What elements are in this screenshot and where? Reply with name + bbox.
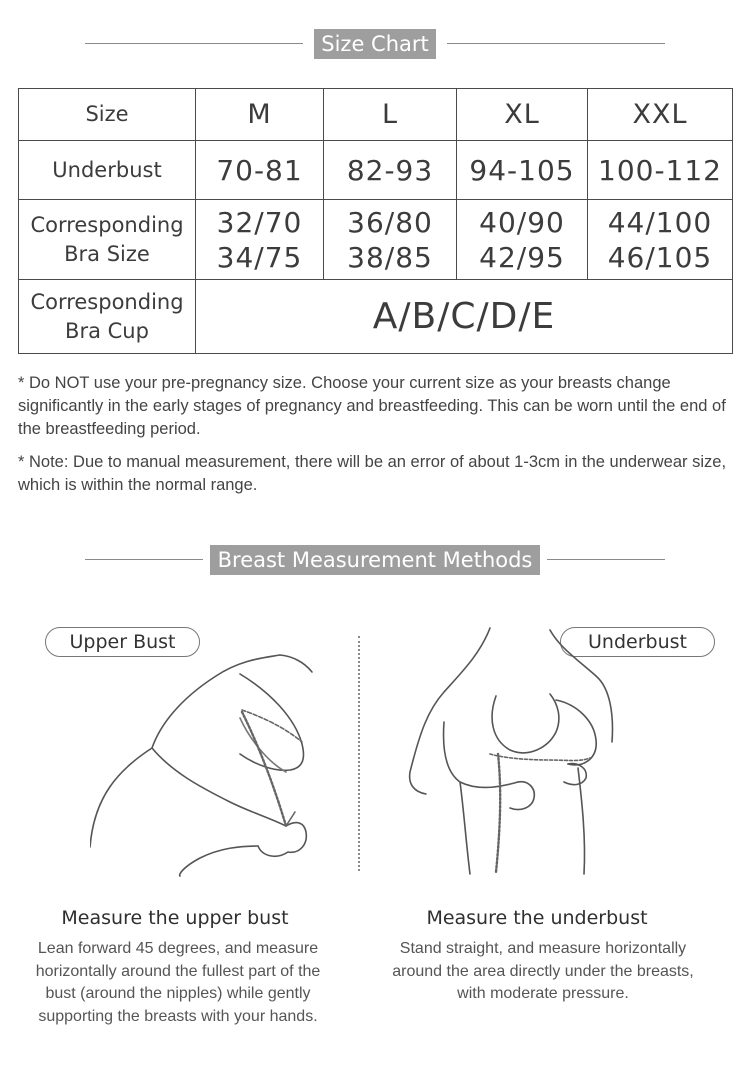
note-measurement-error: * Note: Due to manual measurement, there will be an error of about 1-3cm in the underwear size, which is within the normal range. [18,453,727,494]
table-row-bra-size [19,200,733,280]
row-label-bra-cup-line2: Bra Cup [65,318,149,343]
bra-size-value: 36/80 [347,205,433,239]
methods-heading-row [0,545,750,575]
upper-bust-badge: Upper Bust [45,627,200,657]
row-label-bra-size-line1: Corresponding [30,212,184,237]
upper-bust-description: Lean forward 45 degrees, and measure horizontally around the fullest part of the bust (around the nipples) while gently supporting the breasts with your hands. [35,940,321,1025]
bra-size-value: 44/100 [607,205,713,239]
heading-rule-left [85,43,303,44]
illustration-divider [358,636,360,871]
bra-size-value: 38/85 [347,240,433,274]
bra-size-value: 34/75 [216,240,303,274]
row-label-bra-cup [19,280,196,354]
size-l: L [324,89,457,141]
bra-size-value: 42/95 [479,240,565,274]
size-chart-table [18,88,733,354]
bra-size-value: 46/105 [607,240,713,274]
size-chart-heading: Size Chart [314,29,436,59]
underbust-l: 82-93 [324,141,457,200]
bra-size-value: 40/90 [479,205,565,239]
underbust-m: 70-81 [196,141,324,200]
size-xl: XL [457,89,588,141]
underbust-description: Stand straight, and measure horizontally around the area directly under the breasts, with moderate pressure. [392,940,694,1002]
bra-size-xl [457,200,588,280]
row-label-bra-cup-line1: Corresponding [30,289,184,314]
bra-size-xxl [588,200,733,280]
upper-bust-title: Measure the upper bust [61,907,289,929]
underbust-xl: 94-105 [457,141,588,200]
heading-rule-left [85,559,203,560]
size-chart-heading-row [0,29,750,59]
row-label-underbust: Underbust [19,141,196,200]
bra-size-m [196,200,324,280]
row-label-bra-size [19,200,196,280]
table-row-bra-cup [19,280,733,354]
size-m: M [196,89,324,141]
note-pre-pregnancy: * Do NOT use your pre-pregnancy size. Choose your current size as your breasts change significantly in the early stages of pregnancy and breastfeeding. This can be worn until the end of the breastfeeding period. [18,374,726,438]
underbust-title: Measure the underbust [426,907,648,929]
underbust-xxl: 100-112 [588,141,733,200]
table-row-size [19,89,733,141]
underbust-illustration [400,622,630,877]
heading-rule-right [447,43,665,44]
upper-bust-illustration [90,622,330,877]
row-label-bra-size-line2: Bra Size [64,241,150,266]
bra-size-l [324,200,457,280]
underbust-badge: Underbust [560,627,715,657]
row-label-size: Size [19,89,196,141]
table-row-underbust [19,141,733,200]
bra-cup-value: A/B/C/D/E [196,280,733,354]
methods-heading: Breast Measurement Methods [210,545,540,575]
size-xxl: XXL [588,89,733,141]
bra-size-value: 32/70 [216,205,303,239]
heading-rule-right [547,559,665,560]
